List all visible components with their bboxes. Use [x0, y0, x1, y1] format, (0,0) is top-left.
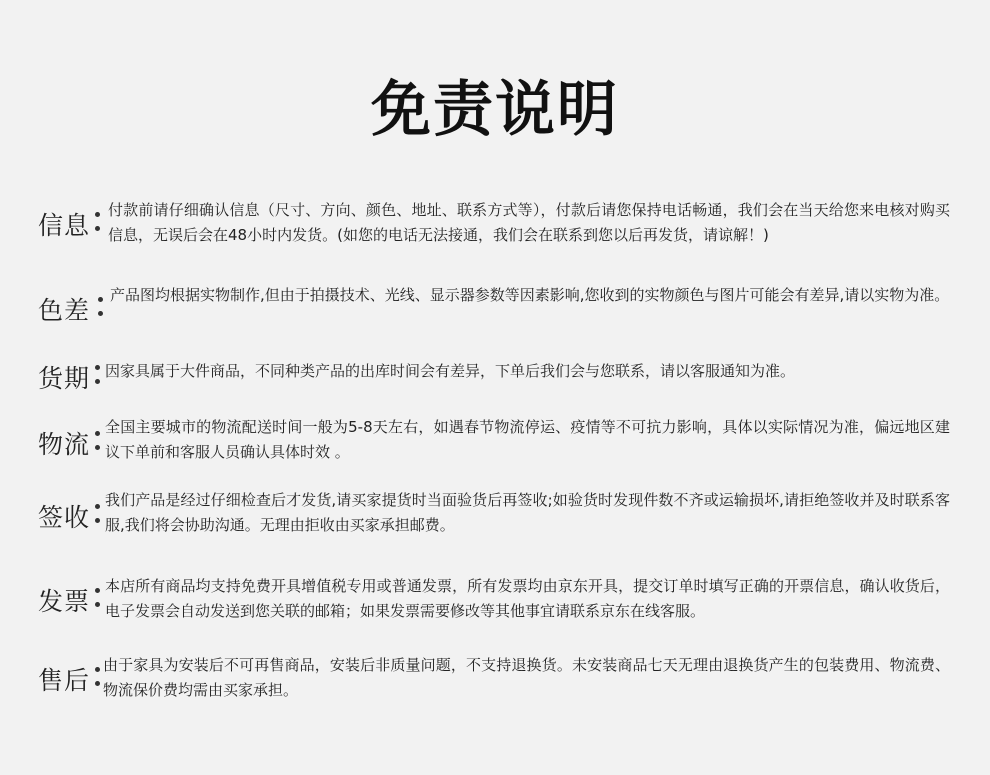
- section-text: 由于家具为安装后不可再售商品，安装后非质量问题，不支持退换货。未安装商品七天无理由退换货产生的包装费用、物流费、物流保价费均需由买家承担。: [103, 656, 950, 699]
- section-label: 信息: [38, 211, 91, 240]
- page-title: 免责说明: [371, 75, 619, 145]
- section-invoice: [38, 574, 950, 634]
- section-info: [38, 198, 950, 258]
- colon-mark: [93, 431, 101, 459]
- section-after-sales: [38, 653, 950, 713]
- section-label: 货期: [38, 364, 91, 393]
- colon-mark: [93, 588, 101, 616]
- section-text: 付款前请仔细确认信息（尺寸、方向、颜色、地址、联系方式等），付款后请您保持电话畅通，我们会在当天给您来电核对购买信息，无误后会在48小时内发货。(如您的电话无法接通，我们会在联系到您以后再发货，请谅解！): [108, 201, 950, 244]
- colon-mark: [93, 365, 101, 393]
- section-text: 我们产品是经过仔细检查后才发货,请买家提货时当面验货后再签收;如验货时发现件数不齐或运输损坏,请拒绝签收并及时联系客服,我们将会协助沟通。无理由拒收由买家承担邮费。: [105, 491, 950, 534]
- section-label: 签收: [38, 503, 91, 532]
- section-logistics: [38, 415, 950, 475]
- colon-mark: [93, 212, 101, 240]
- section-label: 售后: [38, 666, 91, 695]
- colon-mark: [96, 297, 104, 325]
- colon-mark: [93, 667, 101, 695]
- section-color-difference: [38, 283, 950, 343]
- section-sign-for: [38, 488, 950, 548]
- section-label: 色差: [38, 296, 91, 325]
- section-label: 发票: [38, 587, 91, 616]
- section-text: 本店所有商品均支持免费开具增值税专用或普通发票，所有发票均由京东开具，提交订单时填写正确的开票信息，确认收货后，电子发票会自动发送到您关联的邮箱；如果发票需要修改等其他事宜请联系京东在线客服。: [105, 577, 950, 620]
- section-text: 全国主要城市的物流配送时间一般为5-8天左右，如遇春节物流停运、疫情等不可抗力影响，具体以实际情况为准，偏远地区建议下单前和客服人员确认具体时效 。: [105, 418, 950, 461]
- colon-mark: [93, 504, 101, 532]
- section-label: 物流: [38, 430, 91, 459]
- section-text: 因家具属于大件商品，不同种类产品的出库时间会有差异，下单后我们会与您联系，请以客服通知为准。: [105, 362, 796, 380]
- section-delivery-time: [38, 359, 950, 399]
- section-text: 产品图均根据实物制作,但由于拍摄技术、光线、显示器参数等因素影响,您收到的实物颜色与图片可能会有差异,请以实物为准。: [110, 286, 950, 304]
